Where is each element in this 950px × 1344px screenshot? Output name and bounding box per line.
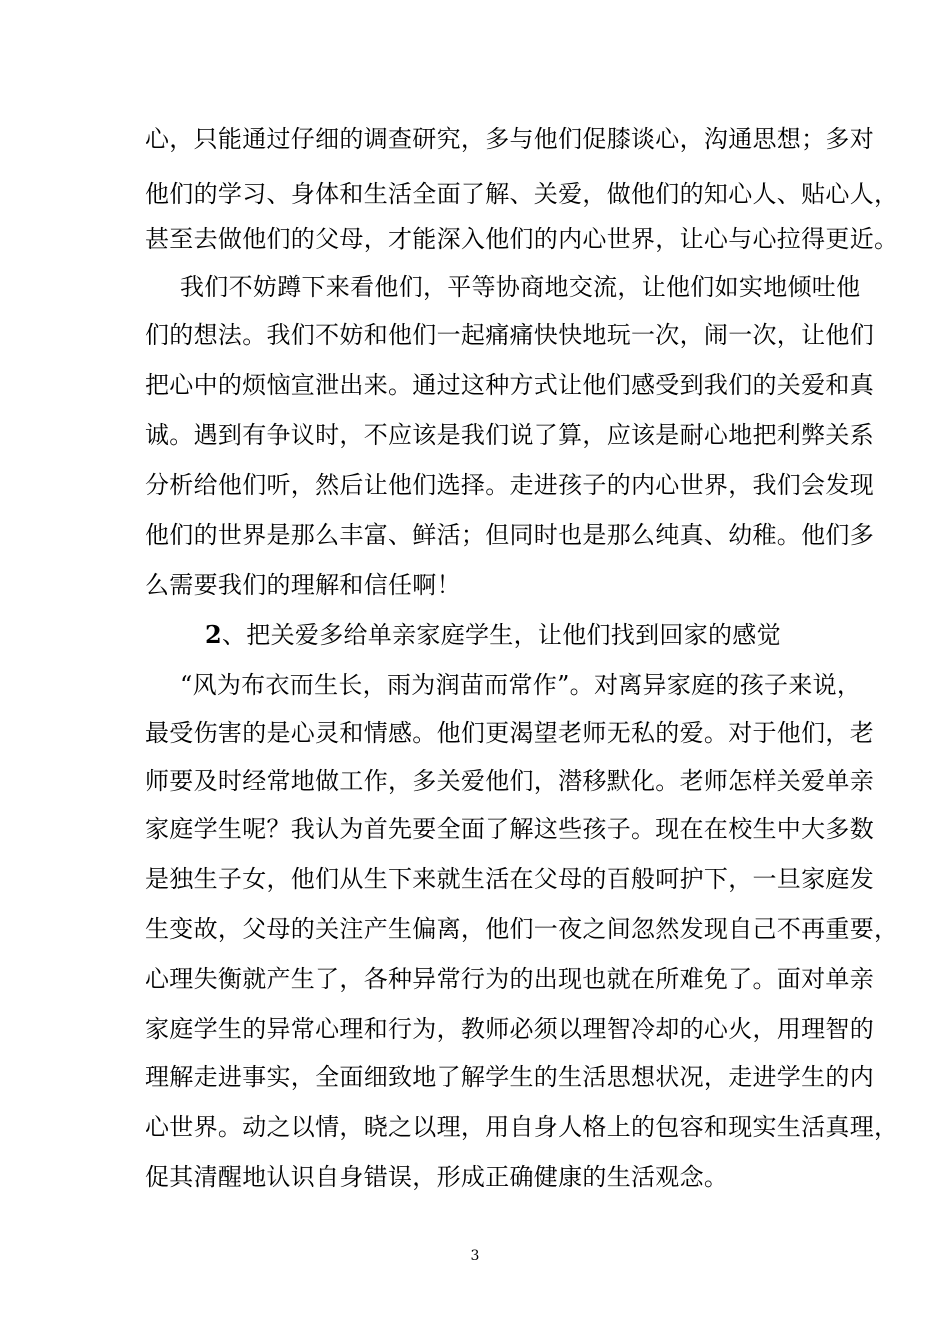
paragraph-line: 是独生子女，他们从生下来就生活在父母的百般呵护下，一旦家庭发 — [145, 865, 874, 893]
paragraph-line: 家庭学生呢？我认为首先要全面了解这些孩子。现在在校生中大多数 — [145, 815, 874, 843]
paragraph-line: 最受伤害的是心灵和情感。他们更渴望老师无私的爱。对于他们，老 — [145, 719, 874, 747]
section-heading-number: 2 — [205, 620, 222, 649]
paragraph-line: 分析给他们听，然后让他们选择。走进孩子的内心世界，我们会发现 — [145, 471, 874, 499]
paragraph-line: 我们不妨蹲下来看他们，平等协商地交流，让他们如实地倾吐他 — [180, 273, 861, 301]
page-number: 3 — [470, 1248, 480, 1264]
paragraph-line: 心，只能通过仔细的调查研究，多与他们促膝谈心，沟通思想；多对 — [145, 125, 874, 153]
paragraph-line: 心世界。动之以情，晓之以理，用自身人格上的包容和现实生活真理， — [145, 1113, 899, 1141]
paragraph-line: 促其清醒地认识自身错误，形成正确健康的生活观念。 — [145, 1163, 729, 1191]
paragraph-line: “风为布衣而生长，雨为润苗而常作”。对离异家庭的孩子来说， — [180, 671, 862, 699]
paragraph-line: 理解走进事实，全面细致地了解学生的生活思想状况，走进学生的内 — [145, 1063, 874, 1091]
section-heading-text: 、把关爱多给单亲家庭学生，让他们找到回家的感觉 — [222, 621, 781, 649]
paragraph-line: 他们的学习、身体和生活全面了解、关爱，做他们的知心人、贴心人， — [145, 180, 899, 208]
paragraph-line: 把心中的烦恼宣泄出来。通过这种方式让他们感受到我们的关爱和真 — [145, 371, 874, 399]
section-heading — [205, 620, 875, 650]
paragraph-line: 们的想法。我们不妨和他们一起痛痛快快地玩一次，闹一次，让他们 — [145, 321, 874, 349]
paragraph-line: 生变故，父母的关注产生偏离，他们一夜之间忽然发现自己不再重要， — [145, 915, 899, 943]
paragraph-line: 诚。遇到有争议时，不应该是我们说了算，应该是耐心地把利弊关系 — [145, 421, 874, 449]
paragraph-line: 师要及时经常地做工作，多关爱他们，潜移默化。老师怎样关爱单亲 — [145, 767, 874, 795]
paragraph-line: 甚至去做他们的父母，才能深入他们的内心世界，让心与心拉得更近。 — [145, 225, 899, 253]
paragraph-line: 他们的世界是那么丰富、鲜活；但同时也是那么纯真、幼稚。他们多 — [145, 521, 874, 549]
paragraph-line: 家庭学生的异常心理和行为，教师必须以理智冷却的心火，用理智的 — [145, 1015, 874, 1043]
paragraph-line: 心理失衡就产生了，各种异常行为的出现也就在所难免了。面对单亲 — [145, 965, 874, 993]
paragraph-line: 么需要我们的理解和信任啊！ — [145, 571, 461, 599]
